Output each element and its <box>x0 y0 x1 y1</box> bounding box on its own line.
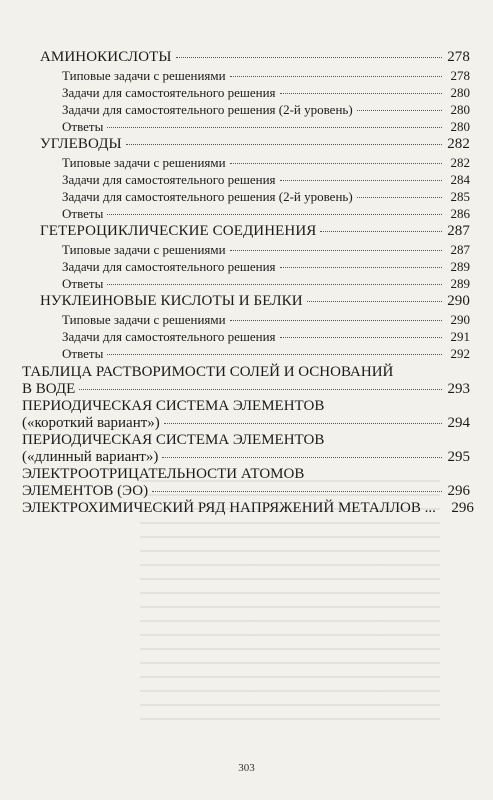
toc-entry-page: 293 <box>447 381 470 397</box>
page-number: 303 <box>238 762 255 774</box>
toc-subentry[interactable] <box>62 311 470 328</box>
toc-subentry-page: 284 <box>450 172 470 187</box>
leader-dots <box>230 163 442 164</box>
toc-subentry[interactable] <box>62 188 470 205</box>
leader-dots <box>307 301 442 302</box>
leader-dots <box>230 320 442 321</box>
toc-entry-nucleic[interactable] <box>40 292 470 311</box>
toc-entry-solubility[interactable] <box>22 364 470 398</box>
toc-subentry-page: 282 <box>450 155 470 170</box>
toc-entry-title: ПЕРИОДИЧЕСКАЯ СИСТЕМА ЭЛЕМЕНТОВ <box>22 432 325 448</box>
toc-subentry[interactable] <box>62 345 470 362</box>
toc-entry-electronegativity[interactable] <box>22 466 470 500</box>
toc-subentry-title: Задачи для самостоятельного решения <box>62 259 276 274</box>
toc-subentry-title: Задачи для самостоятельного решения (2-й уровень) <box>62 102 353 117</box>
toc-entry-page: 294 <box>447 415 470 431</box>
toc-subentry-title: Задачи для самостоятельного решения <box>62 172 276 187</box>
leader-dots <box>79 389 442 390</box>
leader-dots <box>107 214 442 215</box>
toc-entry-title: ТАБЛИЦА РАСТВОРИМОСТИ СОЛЕЙ И ОСНОВАНИЙ <box>22 364 394 380</box>
toc-subentry[interactable] <box>62 84 470 101</box>
toc-entry-title-cont: («длинный вариант») <box>22 449 159 465</box>
leader-dots <box>126 144 442 145</box>
toc-entry-page: 278 <box>447 49 470 65</box>
leader-dots <box>230 250 442 251</box>
toc-entry-voltage-series[interactable] <box>22 500 474 517</box>
toc-entry-periodic-long[interactable] <box>22 432 470 466</box>
toc-subentry-page: 280 <box>450 119 470 134</box>
toc-entry-hetero[interactable] <box>40 222 470 241</box>
toc-subentry[interactable] <box>62 154 470 171</box>
toc-entry-aminoacids[interactable] <box>40 48 470 67</box>
leader-dots <box>320 231 442 232</box>
toc-subentry[interactable] <box>62 258 470 275</box>
bleed-through-text <box>140 480 440 730</box>
leader-dots <box>230 76 442 77</box>
toc-subentry-title: Типовые задачи с решениями <box>62 155 226 170</box>
toc-subentry[interactable] <box>62 205 470 222</box>
toc-entry-title-cont: («короткий вариант») <box>22 415 160 431</box>
toc-subentry[interactable] <box>62 171 470 188</box>
toc-subentry[interactable] <box>62 101 470 118</box>
toc-entry-page: 282 <box>447 136 470 152</box>
toc-subentry[interactable] <box>62 241 470 258</box>
toc-entry-title-cont: В ВОДЕ <box>22 381 76 397</box>
toc-subentry-page: 290 <box>450 312 470 327</box>
toc-entry-title: ГЕТЕРОЦИКЛИЧЕСКИЕ СОЕДИНЕНИЯ <box>40 223 317 239</box>
leader-dots <box>280 180 442 181</box>
toc-entry-page: 295 <box>447 449 470 465</box>
toc-subentry-title: Ответы <box>62 276 104 291</box>
toc-entry-page: 296 <box>447 483 470 499</box>
toc-subentry[interactable] <box>62 328 470 345</box>
leader-dots <box>280 267 442 268</box>
toc-subentry-title: Ответы <box>62 206 104 221</box>
toc-entry-title: ПЕРИОДИЧЕСКАЯ СИСТЕМА ЭЛЕМЕНТОВ <box>22 398 325 414</box>
toc-subentry-title: Задачи для самостоятельного решения <box>62 85 276 100</box>
toc-subentry-page: 289 <box>450 259 470 274</box>
toc-entry-page: 296 <box>451 500 474 516</box>
toc-subentry-page: 280 <box>450 102 470 117</box>
toc-subentry[interactable] <box>62 67 470 84</box>
leader-dots <box>152 491 442 492</box>
toc-entry-title-cont: ЭЛЕМЕНТОВ (ЭО) <box>22 483 149 499</box>
toc-subentry-page: 285 <box>450 189 470 204</box>
leader-dots <box>280 93 442 94</box>
toc-subentry-title: Ответы <box>62 119 104 134</box>
toc-entry-carbs[interactable] <box>40 135 470 154</box>
toc-entry-title: НУКЛЕИНОВЫЕ КИСЛОТЫ И БЕЛКИ <box>40 293 303 309</box>
toc-entry-title: УГЛЕВОДЫ <box>40 136 122 152</box>
leader-dots <box>162 457 442 458</box>
toc-subentry-page: 292 <box>450 346 470 361</box>
leader-dots <box>164 423 442 424</box>
toc-subentry[interactable] <box>62 275 470 292</box>
leader-dots <box>107 354 442 355</box>
leader-dots <box>107 127 442 128</box>
toc-subentry-page: 278 <box>450 68 470 83</box>
table-of-contents <box>22 48 474 517</box>
leader-dots <box>176 57 442 58</box>
toc-subentry-page: 286 <box>450 206 470 221</box>
toc-subentry-title: Задачи для самостоятельного решения (2-й уровень) <box>62 189 353 204</box>
toc-subentry-page: 289 <box>450 276 470 291</box>
toc-subentry-title: Ответы <box>62 346 104 361</box>
toc-subentry-title: Типовые задачи с решениями <box>62 312 226 327</box>
toc-subentry[interactable] <box>62 118 470 135</box>
leader-dots <box>280 337 442 338</box>
toc-entry-periodic-short[interactable] <box>22 398 470 432</box>
toc-subentry-page: 280 <box>450 85 470 100</box>
leader-dots <box>107 284 442 285</box>
toc-subentry-title: Типовые задачи с решениями <box>62 242 226 257</box>
leader-dots <box>357 197 442 198</box>
toc-subentry-page: 287 <box>450 242 470 257</box>
toc-subentry-title: Задачи для самостоятельного решения <box>62 329 276 344</box>
toc-entry-page: 290 <box>447 293 470 309</box>
toc-subentry-title: Типовые задачи с решениями <box>62 68 226 83</box>
toc-entry-title: ЭЛЕКТРОХИМИЧЕСКИЙ РЯД НАПРЯЖЕНИЙ МЕТАЛЛОВ ... <box>22 500 436 516</box>
leader-dots <box>357 110 442 111</box>
toc-subentry-page: 291 <box>450 329 470 344</box>
toc-entry-page: 287 <box>447 223 470 239</box>
toc-entry-title: ЭЛЕКТРООТРИЦАТЕЛЬНОСТИ АТОМОВ <box>22 466 305 482</box>
toc-entry-title: АМИНОКИСЛОТЫ <box>40 49 172 65</box>
